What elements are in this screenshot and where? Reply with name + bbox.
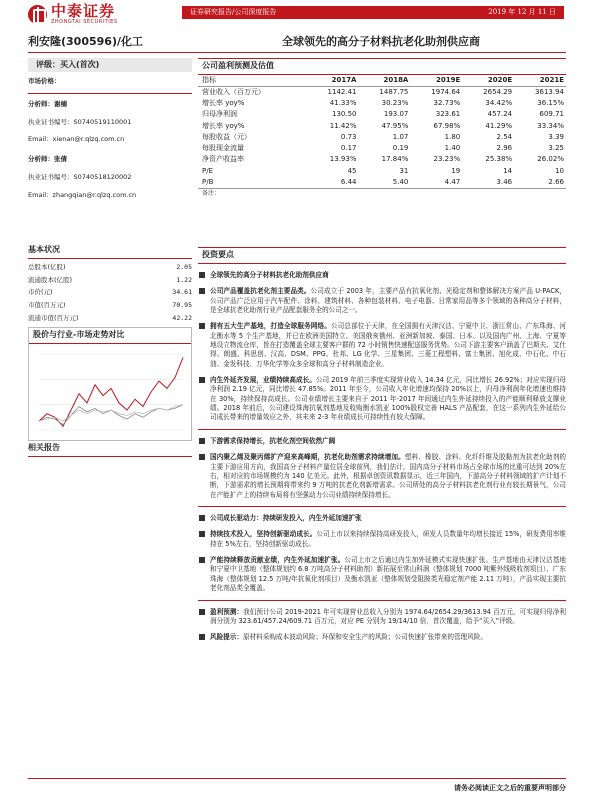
- table-cell: 3.46: [462, 177, 514, 188]
- investment-point: [198, 514, 566, 523]
- table-cell: 0.17: [340, 144, 357, 153]
- point-lead: 下游需求保持增长，抗老化剂空间依然广阔: [210, 436, 336, 445]
- cert-number: S0740519110001: [73, 117, 132, 126]
- row-label: P/B: [198, 177, 307, 188]
- cert-number: S0740518120002: [73, 172, 132, 181]
- point-body: 公司 2019 年前三季度实现营业收入 14.34 亿元，同比增长 26.92%；对应实现归母净利润 2.19 亿元，同比增长 47.85%。2011 年至今，公司收入年化增速均保持 20%以上，归母净利润年化增速也维持在 30%，持续保持高成长。公司业绩增长主要来自于 2011 年-2017 年间通过内生外延持续投入的产能顺利释放支撑业绩。2018 年前后，公司建设珠海抗氧剂基地及收购衡水凯亚 100%股权完善 HALS 产品配套，在这一系列内生外延给公司成长带来的增量效应之外，其未来 2-3 年业绩成长可持续性有较大保障。: [210, 376, 566, 422]
- section-divider: [198, 506, 566, 507]
- basic-info-title: 基本状况: [28, 245, 192, 259]
- disclaimer-notice: 请务必阅读正文之后的重要声明部分: [454, 784, 566, 792]
- analyst-name: 张倩: [54, 155, 67, 164]
- investment-point: [198, 530, 566, 549]
- point-lead: 国内聚乙烯及聚丙烯扩产迎来高峰期，抗老化助剂需求持续增加。: [210, 453, 405, 462]
- company-logo: [28, 4, 118, 26]
- market-price-label: 市场价格：: [28, 77, 61, 85]
- column-header: 2019E: [410, 75, 462, 87]
- row-label: 每股收益（元）: [202, 132, 251, 141]
- table-cell: 2.54: [496, 132, 513, 141]
- row-label: P/E: [202, 166, 214, 175]
- table-cell: 34.42%: [485, 98, 513, 107]
- page-footer: [28, 778, 566, 792]
- analyst-label: 分析师：: [28, 155, 54, 164]
- square-bullet-icon: [199, 377, 205, 383]
- basic-row: [28, 263, 192, 272]
- square-bullet-icon: [199, 634, 205, 640]
- stock-ticker: 利安隆(300596)/化工: [28, 35, 143, 48]
- analyst-name: 谢楠: [54, 99, 67, 108]
- related-reports-title: 相关报告: [28, 443, 192, 457]
- table-note: 备注：: [202, 189, 221, 197]
- header-band: [182, 6, 564, 19]
- table-cell: 457.24: [487, 110, 513, 119]
- square-bullet-icon: [199, 557, 205, 563]
- table-cell: 609.71: [539, 110, 564, 119]
- table-cell: 3613.94: [535, 87, 564, 96]
- table-cell: 0.73: [340, 132, 357, 141]
- table-row: [198, 155, 566, 166]
- table-cell: 1974.64: [431, 87, 461, 96]
- point-lead: 公司产品覆盖抗老化剂主要品类。: [210, 287, 311, 296]
- report-type: 证券研究报告/公司深度报告: [190, 8, 277, 16]
- table-cell: 1142.41: [327, 87, 357, 96]
- table-cell: 11.42%: [329, 121, 357, 130]
- square-bullet-icon: [199, 288, 205, 294]
- point-lead: 产能持续释放贡献业绩，内生外延加速扩张。: [210, 556, 345, 565]
- point-body: 公司上市以来持续保持高研发投入，研发人员数量年均增长接近 15%，研发费用率维持在 5%左右，坚持创新驱动成长。: [210, 530, 567, 548]
- basic-info-section: [28, 245, 192, 323]
- basic-value: 2.05: [176, 262, 192, 271]
- investment-point: [198, 453, 566, 500]
- column-header: 指标: [198, 75, 307, 87]
- report-date: 2019 年 12 月 11 日: [488, 8, 556, 16]
- basic-key: 流通市值(百万元): [28, 313, 79, 322]
- rating-badge: 评级：买入(首次): [28, 58, 192, 72]
- table-cell: 2.66: [514, 177, 566, 188]
- basic-row: [28, 301, 192, 310]
- table-cell: 3.39: [548, 132, 564, 141]
- table-cell: 67.98%: [433, 121, 461, 130]
- table-header-row: [198, 75, 566, 87]
- table-cell: 17.84%: [381, 155, 409, 164]
- analyst-block: [28, 155, 192, 199]
- table-cell: 33.34%: [537, 121, 564, 130]
- divider: [28, 93, 192, 94]
- stock-performance-chart: [28, 327, 192, 441]
- row-label: 归母净利润: [202, 110, 237, 119]
- basic-key: 流通股本(亿股): [28, 275, 73, 284]
- basic-key: 市值(百万元): [28, 301, 66, 310]
- column-header: 2018A: [358, 75, 410, 87]
- performance-chart-svg: [29, 346, 191, 440]
- table-cell: 5.40: [358, 177, 410, 188]
- table-cell: 30.23%: [381, 98, 409, 107]
- series-line-1: [39, 405, 183, 425]
- investment-point: [198, 322, 566, 369]
- square-bullet-icon: [199, 515, 205, 521]
- table-cell: 31: [399, 166, 409, 175]
- table-cell: 1.80: [444, 132, 461, 141]
- point-body: 公司总部位于天津，在全国拥有天津汉沽、宁夏中卫、浙江常山、广东珠海、河北衡水等 5 个生产基地，并已在欧洲美国特立、美国俄亥俄州、亚洲新加坡、泰国、日本、以及国内广州、上海、宁夏等地设立物流仓库，旨在打造覆盖全球主要客户群的 72 小时销售快速配送服务优势。公司下游主要客户涵盖了巴斯夫、艾仕得、朗盛、科思创、汉高、DSM、PPG、杜邦、LG 化学、三星集团、三菱工程塑料、富士集团、旭化成、中石化、中石油、金发科技、万华化学等众多全球和高分子材料制造企业。: [210, 322, 567, 368]
- table-cell: 13.93%: [329, 155, 357, 164]
- related-reports-section: [28, 443, 192, 457]
- table-cell: 36.15%: [537, 98, 564, 107]
- point-lead: 拥有五大生产基地，打造全球服务网络。: [210, 322, 331, 331]
- table-cell: 193.07: [383, 110, 409, 119]
- logo-english-name: ZHONGTAI SECURITIES: [51, 19, 118, 25]
- investment-highlights: [198, 247, 566, 643]
- point-body: 我们预计公司 2019-2021 年可实现营业总收入分别为 1974.64/2654.29/3613.94 百万元，可实现归母净利润分别为 323.61/457.24/609.71 百万元，对应 PE 分别为 19/14/10 倍，首次覆盖，给予“买入”评级。: [210, 607, 566, 625]
- point-lead: 全球领先的高分子材料抗老化助剂供应商: [210, 270, 329, 279]
- table-cell: 10: [555, 166, 564, 175]
- basic-row: [28, 288, 192, 297]
- table-row: [198, 87, 566, 98]
- investment-point: [198, 437, 566, 446]
- table-row: [198, 109, 566, 120]
- table-cell: 4.47: [410, 177, 462, 188]
- table-cell: 41.29%: [485, 121, 513, 130]
- cert-label: 执业证书编号：: [28, 117, 74, 126]
- square-bullet-icon: [199, 272, 205, 278]
- table-cell: 25.38%: [485, 155, 513, 164]
- table-cell: 47.95%: [381, 121, 409, 130]
- point-lead: 内生外延齐发展，业绩持续高成长。: [210, 376, 316, 385]
- row-label: 净资产收益率: [202, 155, 244, 164]
- table-cell: 323.61: [435, 110, 461, 119]
- table-row: [198, 166, 566, 177]
- table-row: [198, 132, 566, 143]
- basic-row: [28, 314, 192, 323]
- table-cell: 23.23%: [433, 155, 461, 164]
- table-cell: 1.40: [444, 144, 461, 153]
- forecast-section: [198, 58, 566, 198]
- row-label: 增长率 yoy%: [202, 121, 245, 130]
- table-cell: 32.73%: [433, 98, 461, 107]
- section-divider: [198, 600, 566, 601]
- point-body: 原材料采购成本波动风险；环保和安全生产的风险；公司快速扩张带来的管理风险。: [242, 633, 487, 642]
- report-header: [0, 0, 600, 56]
- basic-key: 总股本(亿股): [28, 262, 66, 271]
- point-lead: 风险提示：: [210, 633, 243, 642]
- forecast-table: [198, 75, 566, 189]
- table-row: [198, 177, 566, 188]
- column-header: 2020E: [462, 75, 514, 87]
- email-label: Email：: [28, 190, 53, 199]
- row-label: 每股现金流量: [202, 144, 244, 153]
- series-line-2: [39, 405, 183, 421]
- header-divider: [28, 52, 566, 53]
- table-cell: 19: [451, 166, 461, 175]
- square-bullet-icon: [199, 531, 205, 537]
- table-cell: 14: [503, 166, 513, 175]
- table-cell: 0.19: [392, 144, 409, 153]
- point-body: 公司上市之后通过内生加外延模式实现快速扩张。生产基地由天津汉沽基地和宁夏中卫基地（整体规划约 6.8 万吨高分子材料助剂）新拓展至常山科润（整体规划 7000 吨紫外线吸收剂项目）、广东珠海（整体规划 12.5 万吨/年抗氧化剂项目）及衡水凯亚（整体规划受阻胺类光稳定剂产能 2.11 万吨），产品实现主要抗老化剂品类全覆盖。: [210, 556, 567, 593]
- logo-chinese-name: 中泰证券: [51, 2, 116, 20]
- table-row: [198, 121, 566, 132]
- analyst-label: 分析师：: [28, 99, 54, 108]
- investment-point: [198, 556, 566, 593]
- column-header: 2017A: [307, 75, 359, 87]
- series-line-0: [39, 358, 183, 427]
- section-divider: [198, 429, 566, 430]
- table-cell: 2.96: [496, 144, 513, 153]
- table-cell: 45: [347, 166, 357, 175]
- analyst-email[interactable]: xienan@r.qlzq.com.cn: [52, 135, 125, 144]
- square-bullet-icon: [199, 438, 205, 444]
- basic-value: 34.61: [172, 288, 192, 297]
- table-cell: 26.02%: [537, 155, 564, 164]
- left-sidebar: [28, 58, 192, 199]
- basic-value: 42.22: [172, 313, 192, 322]
- row-label: 增长率 yoy%: [202, 98, 245, 107]
- point-body: 公司成立于 2003 年，主要产品有抗氧化剂、光稳定剂和整体解决方案产品 U-PACK，公司产品广泛应用于汽车配件、涂料、建筑材料、各种包装材料、电子电器、日常家用品等多个领域的各种高分子材料，是全球抗老化助剂行业产品配套服务全的公司之一。: [210, 287, 567, 314]
- table-row: [198, 143, 566, 154]
- square-bullet-icon: [199, 323, 205, 329]
- chart-title: 股价与行业-市场走势对比: [29, 328, 191, 344]
- basic-key: 市价(元): [28, 288, 53, 297]
- point-body: 塑料、橡胶、涂料、化纤纤维及胶黏剂为抗老化助剂的主要下游应用方向，我国高分子材料产量位居全球前列，我们估计，国内高分子材料市场占全球市场的比重可达到 20%左右，相对应的市场规模约为 140 亿美元。此外，根据卓创资讯数据显示，近三年国内，下游高分子材料领域的扩产计划不断，下游需求的增长预期将带来约 9 万吨的抗老化剂新增需求。公司所处的高分子材料抗老化剂行业有较长期景气，公司在产能扩产上的持续布局将有坚强动力公司业绩持续保持增长。: [210, 453, 567, 499]
- cert-label: 执业证书编号：: [28, 172, 74, 181]
- investment-point: [198, 287, 566, 315]
- analyst-block: [28, 100, 192, 144]
- table-cell: 2654.29: [483, 87, 513, 96]
- zhongtai-logo-icon: [28, 5, 47, 24]
- column-header: 2021E: [514, 75, 566, 87]
- table-cell: 41.33%: [329, 98, 357, 107]
- basic-row: [28, 276, 192, 285]
- square-bullet-icon: [199, 609, 205, 615]
- point-lead: 公司成长驱动力：持续研发投入，内生外延加速扩张: [210, 513, 362, 522]
- highlights-title: 投资要点: [198, 247, 566, 264]
- investment-point: [198, 271, 566, 280]
- point-lead: 持续技术投入，坚持创新驱动成长。: [210, 530, 317, 539]
- investment-point: [198, 633, 566, 642]
- analyst-email[interactable]: zhangqian@r.qlzq.com.cn: [52, 190, 137, 199]
- investment-point: [198, 608, 566, 627]
- basic-value: 1.22: [176, 275, 192, 284]
- table-cell: 6.44: [307, 177, 359, 188]
- point-lead: 盈利预测：: [210, 607, 244, 616]
- basic-value: 70.95: [172, 301, 192, 310]
- forecast-title: 公司盈利预测及估值: [198, 58, 566, 75]
- investment-point: [198, 376, 566, 423]
- table-cell: 1487.75: [379, 87, 409, 96]
- table-cell: 130.50: [331, 110, 357, 119]
- report-title: 全球领先的高分子材料抗老化助剂供应商: [282, 35, 480, 48]
- table-cell: 3.25: [548, 144, 564, 153]
- email-label: Email：: [28, 135, 53, 144]
- row-label: 营业收入（百万元）: [202, 87, 265, 96]
- table-row: [198, 98, 566, 109]
- table-cell: 1.07: [392, 132, 409, 141]
- square-bullet-icon: [199, 454, 205, 460]
